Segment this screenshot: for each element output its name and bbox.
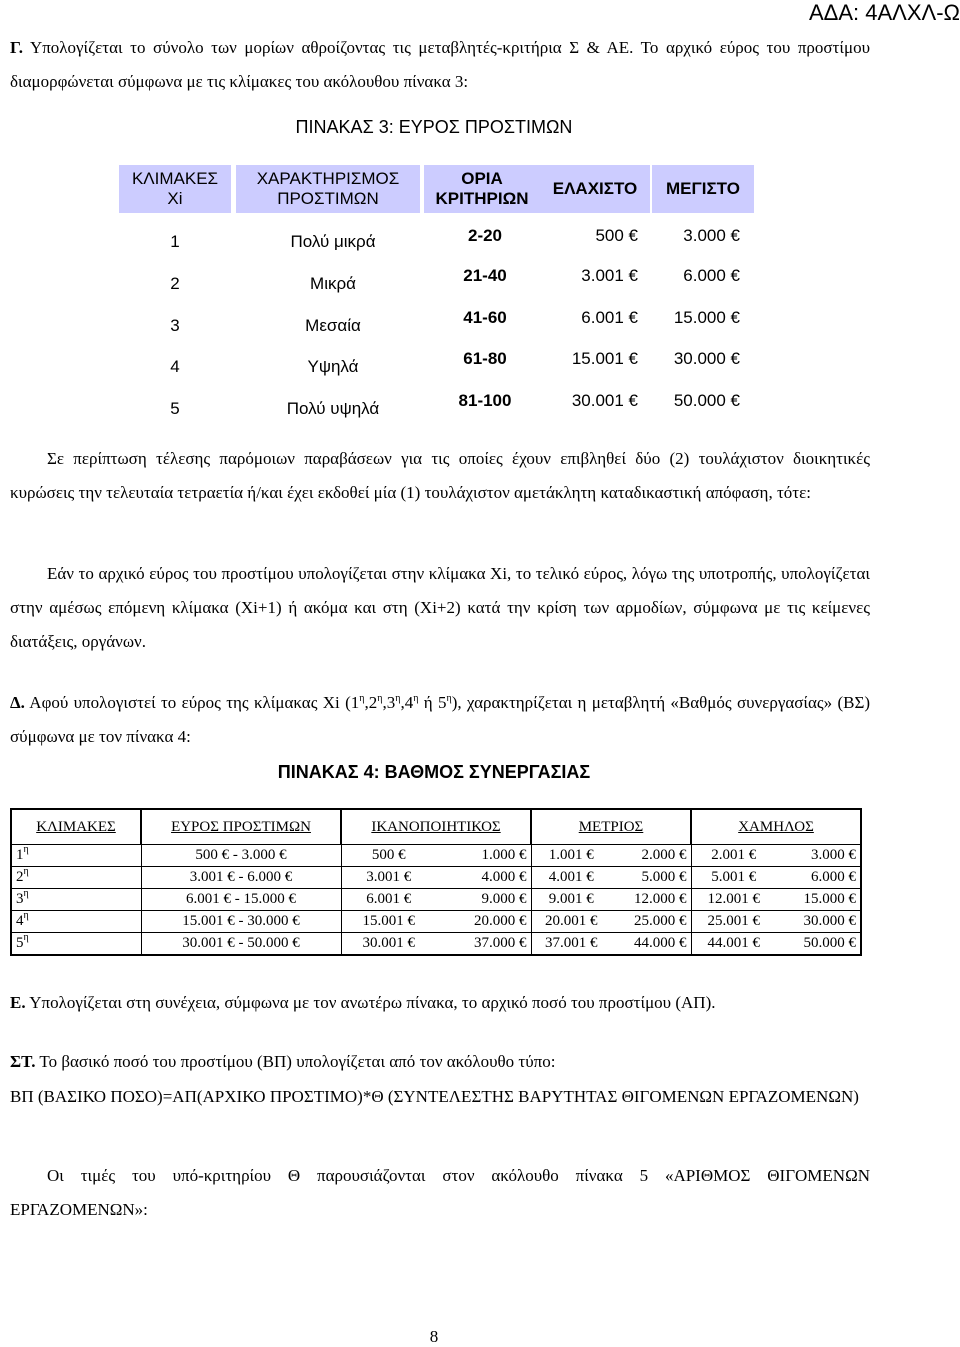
section-d-text: ,2: [364, 693, 378, 712]
table4-range: 6.001 € - 15.000 €: [141, 889, 341, 911]
section-g-paragraph: [10, 31, 870, 99]
table-row: [11, 889, 861, 911]
table4-mod-to: 2.000 €: [611, 845, 691, 867]
table3-range: 21-40: [463, 266, 507, 285]
table3-header-limits-line1: ΟΡΙΑ: [461, 169, 503, 188]
table3-min: 500 €: [595, 226, 638, 245]
table4-sat-to: 20.000 €: [436, 911, 531, 933]
table3-header-char-line2: ΠΡΟΣΤΙΜΩΝ: [277, 189, 379, 208]
table4-low-to: 50.000 €: [776, 933, 861, 956]
table-row: [11, 911, 861, 933]
table4-range: 500 € - 3.000 €: [141, 845, 341, 867]
table4-level: $4^\eta$: [11, 911, 141, 933]
table4-low-to: 6.000 €: [776, 867, 861, 889]
ordinal-sup: η: [395, 693, 401, 704]
section-d-label: Δ.: [10, 693, 25, 712]
table3-characterization: Μεσαία: [305, 316, 361, 335]
table3-level: 1: [170, 232, 180, 251]
table4-header-levels: ΚΛΙΜΑΚΕΣ: [11, 809, 141, 845]
table3-max: 3.000 €: [683, 226, 740, 245]
table3-header-char-line1: ΧΑΡΑΚΤΗΡΙΣΜΟΣ: [256, 169, 400, 188]
table4-mod-from: 37.001 €: [531, 933, 611, 956]
table3-min: 6.001 €: [581, 308, 638, 327]
table-row: [11, 933, 861, 956]
section-e-label: Ε.: [10, 993, 26, 1012]
table4-mod-to: 44.000 €: [611, 933, 691, 956]
table3-characterization: Πολύ υψηλά: [286, 399, 380, 418]
table4-header-satisfactory: ΙΚΑΝΟΠΟΙΗΤΙΚΟΣ: [341, 809, 531, 845]
table4-header-low: ΧΑΜΗΛΟΣ: [691, 809, 861, 845]
table4-range: 15.001 € - 30.000 €: [141, 911, 341, 933]
table4: [10, 808, 862, 956]
table4-mod-from: 20.001 €: [531, 911, 611, 933]
table4-level: $3^\eta$: [11, 889, 141, 911]
table4-low-from: 12.001 €: [691, 889, 776, 911]
table3-header-levels: [119, 165, 231, 213]
section-d-text: ,4: [400, 693, 414, 712]
table4-sat-to: 4.000 €: [436, 867, 531, 889]
table3-header-min: ΕΛΑΧΙΣΤΟ: [540, 165, 650, 213]
paragraph-theta: Οι τιμές του υπό-κριτηρίου Θ παρουσιάζονται στον ακόλουθο πίνακα 5 «ΑΡΙΘΜΟΣ ΘΙΓΟΜΕΝΩΝ ΕΡΓΑΖΟΜΕΝΩΝ»:: [10, 1166, 870, 1219]
table4-sat-to: 9.000 €: [436, 889, 531, 911]
table3-characterization: Πολύ μικρά: [290, 232, 376, 251]
table3-level: 2: [170, 274, 180, 293]
table4-header-row: [11, 809, 861, 845]
table3-header-levels-line1: ΚΛΙΜΑΚΕΣ: [131, 169, 219, 188]
table3-characterization: Υψηλά: [307, 357, 359, 376]
table3-header-limits-line2: ΚΡΙΤΗΡΙΩΝ: [435, 189, 529, 208]
table4-low-to: 3.000 €: [776, 845, 861, 867]
table4-low-from: 2.001 €: [691, 845, 776, 867]
table4-sat-from: 500 €: [341, 845, 436, 867]
table4-sat-to: 1.000 €: [436, 845, 531, 867]
table3-header-levels-line2: Χi: [167, 189, 183, 208]
table4-sat-from: 3.001 €: [341, 867, 436, 889]
table3-range: 81-100: [458, 391, 512, 410]
table4-header-range: ΕΥΡΟΣ ΠΡΟΣΤΙΜΩΝ: [141, 809, 341, 845]
table3-max: 6.000 €: [683, 266, 740, 285]
table4-mod-to: 12.000 €: [611, 889, 691, 911]
table3-min: 15.001 €: [571, 349, 638, 368]
table3-range: 61-80: [463, 349, 507, 368]
table4-level: $1^\eta$: [11, 845, 141, 867]
section-g-label: Γ.: [10, 38, 24, 57]
table4-level: $5^\eta$: [11, 933, 141, 956]
section-d-text: ,3: [382, 693, 396, 712]
section-st-paragraph: [10, 1045, 870, 1079]
section-d-text: ή 5: [418, 693, 447, 712]
section-d-text: Αφού υπολογιστεί το εύρος της κλίμακας Χi (1: [24, 693, 360, 712]
table4-mod-to: 5.000 €: [611, 867, 691, 889]
table4-low-from: 25.001 €: [691, 911, 776, 933]
ada-code: ΑΔΑ: 4ΑΛΧΛ-Ω: [808, 0, 960, 25]
table3-title: ΠΙΝΑΚΑΣ 3: ΕΥΡΟΣ ΠΡΟΣΤΙΜΩΝ: [295, 117, 573, 137]
table4-sat-from: 30.001 €: [341, 933, 436, 956]
table3-range: 41-60: [463, 308, 507, 327]
table3-characterization: Μικρά: [310, 274, 356, 293]
table4-level: $2^\eta$: [11, 867, 141, 889]
section-e-text: Υπολογίζεται στη συνέχεια, σύμφωνα με τον ανωτέρω πίνακα, το αρχικό ποσό του προστίμου (ΑΠ).: [25, 993, 716, 1012]
table3-level: 4: [170, 357, 180, 376]
table4-sat-from: 15.001 €: [341, 911, 436, 933]
table3-min: 3.001 €: [581, 266, 638, 285]
table4-title: ΠΙΝΑΚΑΣ 4: ΒΑΘΜΟΣ ΣΥΝΕΡΓΑΣΙΑΣ: [277, 762, 591, 782]
section-g-text: Υπολογίζεται το σύνολο των μορίων αθροίζοντας τις μεταβλητές-κριτήρια Σ & ΑΕ. Το αρχικό εύρος του προστίμου διαμορφώνεται σύμφωνα με τις κλίμακες του ακόλουθου πίνακα 3:: [10, 38, 870, 91]
table4-header-moderate: ΜΕΤΡΙΟΣ: [531, 809, 691, 845]
table3-min: 30.001 €: [571, 391, 638, 410]
table3-header-characterization: [236, 165, 420, 213]
ordinal-sup: η: [359, 693, 365, 704]
table3-max: 50.000 €: [673, 391, 740, 410]
table4-low-from: 44.001 €: [691, 933, 776, 956]
table4-mod-to: 25.000 €: [611, 911, 691, 933]
table4-sat-from: 6.001 €: [341, 889, 436, 911]
section-d-paragraph: [10, 686, 870, 754]
paragraph-relapse: Εάν το αρχικό εύρος του προστίμου υπολογίζεται στην κλίμακα Χi, το τελικό εύρος, λόγω της υποτροπής, υπολογίζεται στην αμέσως επόμενη κλίμακα (Χi+1) ή ακόμα και στη (Χi+2) κατά την κρίση των αρμοδίων, σύμφωνα με τις κείμενες διατάξεις, οργάνων.: [10, 564, 870, 651]
table4-mod-from: 1.001 €: [531, 845, 611, 867]
table3-level: 3: [170, 316, 180, 335]
table4-range: 30.001 € - 50.000 €: [141, 933, 341, 956]
section-st-label: ΣΤ.: [10, 1052, 36, 1071]
table3-header-max: ΜΕΓΙΣΤΟ: [652, 165, 754, 213]
table3-max: 30.000 €: [673, 349, 740, 368]
table3-header-limits: [424, 165, 540, 213]
table4-sat-to: 37.000 €: [436, 933, 531, 956]
table3-range: 2-20: [467, 226, 503, 245]
table4-low-to: 15.000 €: [776, 889, 861, 911]
section-st-text: Το βασικό ποσό του προστίμου (ΒΠ) υπολογίζεται από τον ακόλουθο τύπο:: [35, 1052, 556, 1071]
page-number: 8: [429, 1327, 439, 1346]
table4-range: 3.001 € - 6.000 €: [141, 867, 341, 889]
formula: ΒΠ (ΒΑΣΙΚΟ ΠΟΣΟ)=ΑΠ(ΑΡΧΙΚΟ ΠΡΟΣΤΙΜΟ)*Θ (ΣΥΝΤΕΛΕΣΤΗΣ ΒΑΡΥΤΗΤΑΣ ΘΙΓΟΜΕΝΩΝ ΕΡΓΑΖΟΜΕΝΩΝ): [10, 1087, 859, 1106]
ordinal-sup: η: [377, 693, 383, 704]
paragraph-repeat-offense: Σε περίπτωση τέλεσης παρόμοιων παραβάσεων για τις οποίες έχουν επιβληθεί δύο (2) τουλάχιστον διοικητικές κυρώσεις την τελευταία τετραετία ή/και έχει εκδοθεί μία (1) τουλάχιστον αμετάκλητη καταδικαστική απόφαση, τότε:: [10, 449, 870, 502]
table-row: [11, 845, 861, 867]
table4-low-from: 5.001 €: [691, 867, 776, 889]
table3-level: 5: [170, 399, 180, 418]
section-e-paragraph: [10, 986, 870, 1020]
ordinal-sup: η: [446, 693, 452, 704]
table4-low-to: 30.000 €: [776, 911, 861, 933]
table4-mod-from: 9.001 €: [531, 889, 611, 911]
ordinal-sup: η: [413, 693, 419, 704]
table3-max: 15.000 €: [673, 308, 740, 327]
table4-mod-from: 4.001 €: [531, 867, 611, 889]
table-row: [11, 867, 861, 889]
section-d-text: ), χαρακτηρίζεται η μεταβλητή «Βαθμός συνεργασίας» (ΒΣ) σύμφωνα με τον πίνακα 4:: [10, 693, 871, 746]
